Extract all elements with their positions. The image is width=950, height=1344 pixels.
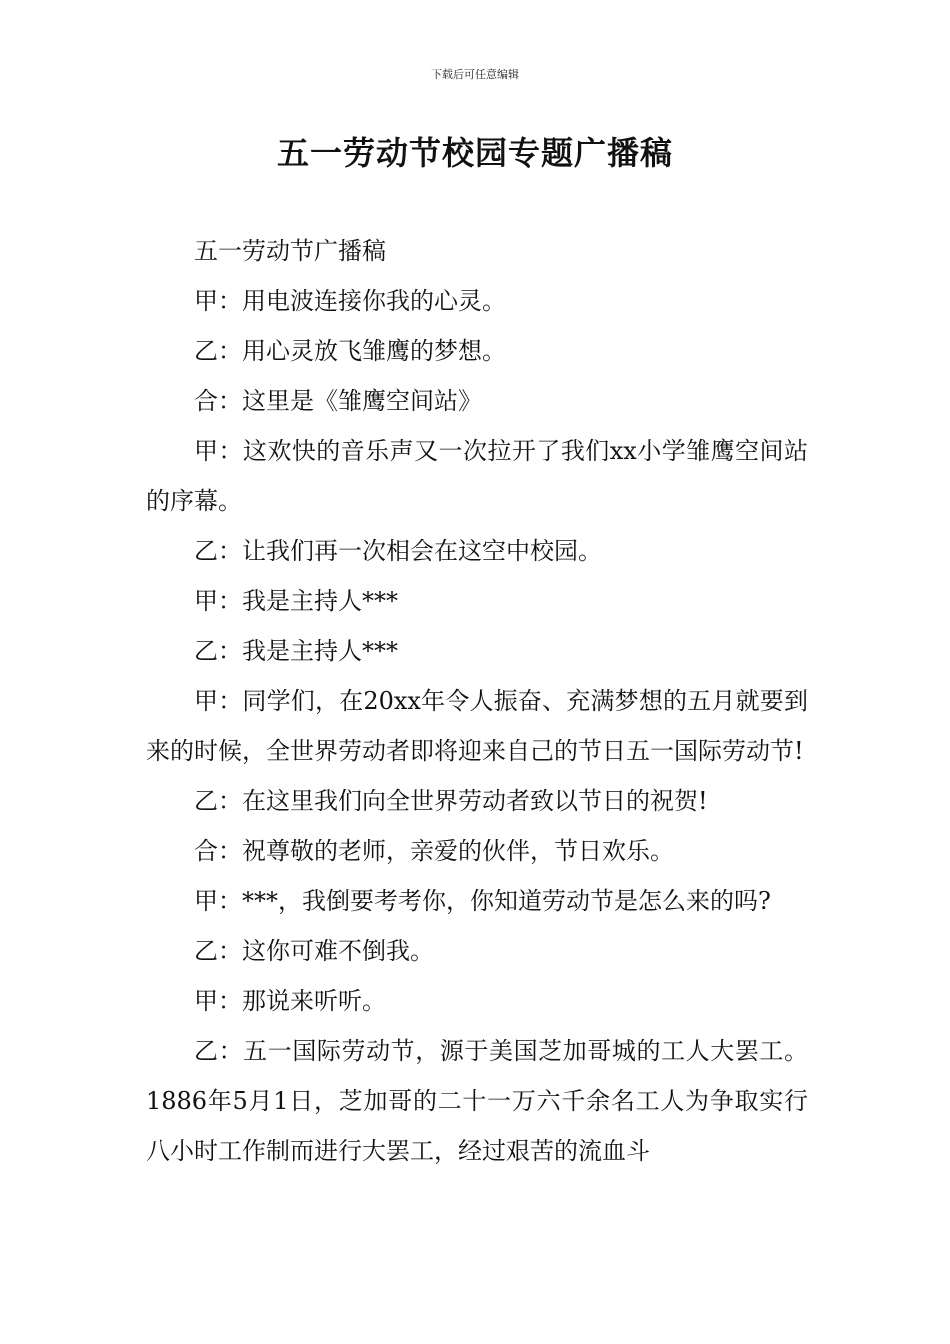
paragraph: 甲：***，我倒要考考你，你知道劳动节是怎么来的吗? (194, 887, 771, 915)
paragraph: 乙：让我们再一次相会在这空中校园。 (194, 537, 602, 565)
paragraph: 甲：用电波连接你我的心灵。 (194, 287, 506, 315)
document-body (146, 226, 808, 1176)
paragraph: 甲：那说来听听。 (194, 987, 386, 1015)
paragraph: 乙：我是主持人*** (194, 637, 398, 665)
paragraph: 乙：用心灵放飞雏鹰的梦想。 (194, 337, 506, 365)
document-title: 五一劳动节校园专题广播稿 (276, 134, 673, 172)
paragraph: 甲：同学们，在20xx年令人振奋、充满梦想的五月就要到来的时候，全世界劳动者即将迎来自己的节日五一国际劳动节! (146, 687, 808, 765)
paragraph: 五一劳动节广播稿 (194, 237, 386, 265)
paragraph: 合：祝尊敬的老师，亲爱的伙伴，节日欢乐。 (194, 837, 674, 865)
paragraph: 乙：五一国际劳动节，源于美国芝加哥城的工人大罢工。1886年5月1日，芝加哥的二十一万六千余名工人为争取实行八小时工作制而进行大罢工，经过艰苦的流血斗 (146, 1037, 808, 1165)
header-note: 下载后可任意编辑 (431, 68, 519, 81)
paragraph: 甲：这欢快的音乐声又一次拉开了我们xx小学雏鹰空间站的序幕。 (146, 437, 808, 515)
paragraph: 乙：在这里我们向全世界劳动者致以节日的祝贺! (194, 787, 708, 815)
paragraph: 乙：这你可难不倒我。 (194, 937, 434, 965)
paragraph: 合：这里是《雏鹰空间站》 (194, 387, 482, 415)
paragraph: 甲：我是主持人*** (194, 587, 398, 615)
